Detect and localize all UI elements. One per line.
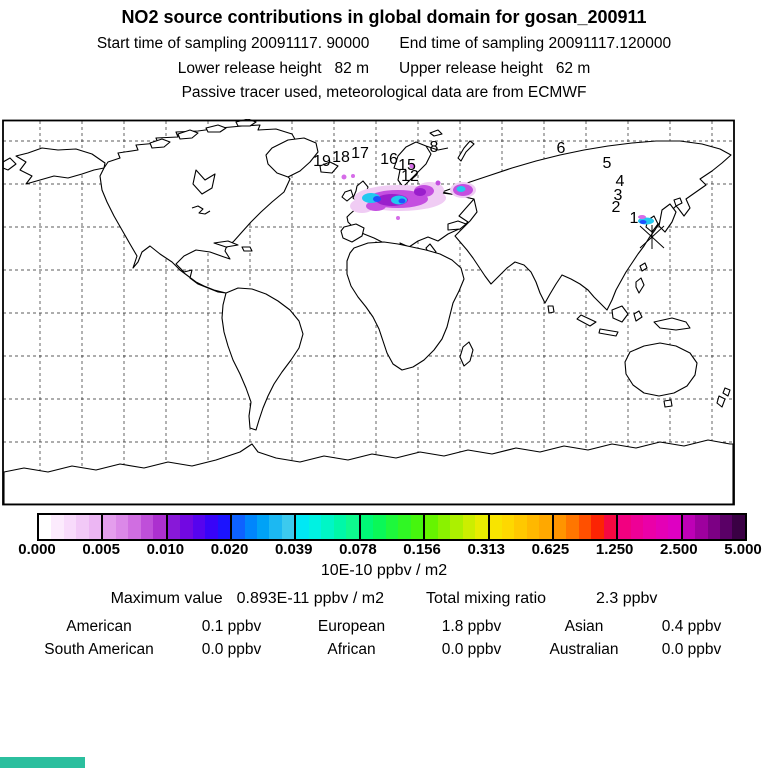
coast-south-america xyxy=(222,288,303,430)
colorbar-tick-0.020: 0.020 xyxy=(210,541,249,558)
source-number-3: 3 xyxy=(613,187,623,204)
colorbar-cell xyxy=(668,515,680,539)
colorbar-cell xyxy=(386,515,398,539)
source-number-17: 17 xyxy=(351,145,369,162)
colorbar-cell xyxy=(708,515,720,539)
colorbar-cell xyxy=(411,515,423,539)
total-mixing-ratio-label: Total mixing ratio xyxy=(425,590,547,607)
colorbar-cell xyxy=(103,515,115,539)
contribution-cell: 0.0 ppbv xyxy=(441,641,502,658)
end-time-text: End time of sampling 20091117.120000 xyxy=(399,35,672,52)
source-number-8: 8 xyxy=(429,139,439,156)
plume-korea-magenta xyxy=(638,215,646,219)
colorbar-cell xyxy=(475,515,487,539)
world-map-svg xyxy=(2,119,735,506)
colorbar-cell xyxy=(361,515,373,539)
colorbar-segment-4 xyxy=(294,515,358,539)
contributions-row-2 xyxy=(24,641,744,659)
colorbar-cell xyxy=(539,515,551,539)
colorbar-cell xyxy=(618,515,630,539)
plume-east-europe-cyan xyxy=(457,186,466,192)
colorbar-segment-9 xyxy=(616,515,680,539)
colorbar-cell xyxy=(720,515,732,539)
contribution-cell: 0.0 ppbv xyxy=(201,641,262,658)
colorbar-cell xyxy=(579,515,591,539)
colorbar-segment-5 xyxy=(359,515,423,539)
colorbar-segment-3 xyxy=(230,515,294,539)
colorbar-cell xyxy=(128,515,140,539)
colorbar-tick-labels xyxy=(0,541,768,561)
colorbar-cell xyxy=(232,515,244,539)
colorbar-tick-0.156: 0.156 xyxy=(403,541,441,558)
plume-korea-blue xyxy=(640,220,647,224)
colorbar-cell xyxy=(566,515,578,539)
colorbar-segment-7 xyxy=(488,515,552,539)
colorbar-cell xyxy=(631,515,643,539)
colorbar-cell xyxy=(398,515,410,539)
colorbar-cell xyxy=(269,515,281,539)
coast-north-america xyxy=(100,125,296,293)
contributions-row-1 xyxy=(24,618,744,636)
coast-asia xyxy=(442,141,731,310)
source-number-12: 12 xyxy=(401,168,419,185)
max-value: 0.893E-11 ppbv / m2 xyxy=(236,590,384,607)
colorbar-tick-2.500: 2.500 xyxy=(660,541,698,558)
contribution-cell: 0.0 ppbv xyxy=(661,641,722,658)
colorbar-cell xyxy=(116,515,128,539)
colorbar-cell xyxy=(373,515,385,539)
colorbar-cell xyxy=(309,515,321,539)
source-number-4: 4 xyxy=(615,173,625,190)
colorbar-cell xyxy=(64,515,76,539)
max-value-label: Maximum value xyxy=(110,590,223,607)
colorbar-cell xyxy=(450,515,462,539)
colorbar-cell xyxy=(695,515,707,539)
colorbar-tick-0.078: 0.078 xyxy=(339,541,377,558)
release-heights xyxy=(0,60,768,78)
coast-africa xyxy=(347,242,464,370)
colorbar-cell xyxy=(334,515,346,539)
colorbar-tick-0.010: 0.010 xyxy=(146,541,185,558)
colorbar-cell xyxy=(463,515,475,539)
contribution-cell: Australian xyxy=(549,641,619,658)
colorbar-segment-2 xyxy=(166,515,230,539)
colorbar-cell xyxy=(527,515,539,539)
colorbar-cell xyxy=(89,515,101,539)
contribution-cell: European xyxy=(317,618,386,635)
colorbar-cell xyxy=(346,515,358,539)
sampling-times xyxy=(0,35,768,53)
colorbar-units: 10E-10 ppbv / m2 xyxy=(320,562,448,579)
coast-new-guinea xyxy=(654,318,690,330)
contribution-cell: 0.4 ppbv xyxy=(661,618,722,635)
upper-release-text: Upper release height 62 m xyxy=(399,60,591,77)
lower-release-text: Lower release height 82 m xyxy=(177,60,369,77)
summary-stats-line xyxy=(0,590,768,608)
colorbar-cell xyxy=(168,515,180,539)
coast-alaska xyxy=(16,148,105,184)
colorbar-cell xyxy=(502,515,514,539)
colorbar-cell xyxy=(490,515,502,539)
tracer-note: Passive tracer used, meteorological data are from ECMWF xyxy=(181,84,587,101)
source-number-1: 1 xyxy=(629,210,639,227)
source-number-18: 18 xyxy=(332,149,350,166)
colorbar-tick-0.005: 0.005 xyxy=(82,541,120,558)
coast-madagascar xyxy=(460,342,473,366)
colorbar-cell xyxy=(604,515,616,539)
colorbar-cell xyxy=(321,515,333,539)
colorbar-cell xyxy=(683,515,695,539)
colorbar-cell xyxy=(153,515,165,539)
contribution-cell: 0.1 ppbv xyxy=(201,618,262,635)
colorbar-cell xyxy=(180,515,192,539)
source-number-6: 6 xyxy=(556,140,566,157)
page-title: NO2 source contributions in global domain for gosan_200911 xyxy=(121,7,647,27)
source-number-16: 16 xyxy=(380,151,398,168)
colorbar-cell xyxy=(218,515,230,539)
colorbar-cell xyxy=(296,515,308,539)
coast-ireland xyxy=(342,190,353,201)
colorbar-cell xyxy=(282,515,294,539)
colorbar xyxy=(37,513,747,541)
contribution-cell: American xyxy=(66,618,132,635)
source-number-15: 15 xyxy=(398,157,416,174)
colorbar-cell xyxy=(193,515,205,539)
plume-europe-blue xyxy=(373,196,381,202)
colorbar-segment-0 xyxy=(39,515,101,539)
colorbar-cell xyxy=(656,515,668,539)
colorbar-cell xyxy=(141,515,153,539)
colorbar-cell xyxy=(245,515,257,539)
colorbar-cell xyxy=(205,515,217,539)
colorbar-cell xyxy=(425,515,437,539)
colorbar-tick-0.625: 0.625 xyxy=(531,541,570,558)
colorbar-tick-5.000: 5.000 xyxy=(724,541,762,558)
colorbar-segment-10 xyxy=(681,515,745,539)
colorbar-cell xyxy=(51,515,63,539)
contribution-cell: African xyxy=(327,641,376,658)
colorbar-segment-6 xyxy=(423,515,487,539)
coast-antarctica xyxy=(4,440,733,504)
contribution-cell: 1.8 ppbv xyxy=(441,618,502,635)
bottom-accent-bar xyxy=(0,757,85,768)
colorbar-tick-0.000: 0.000 xyxy=(18,541,56,558)
coast-iberia xyxy=(341,224,364,242)
colorbar-cell xyxy=(438,515,450,539)
source-number-5: 5 xyxy=(602,155,612,172)
contribution-cell: South American xyxy=(44,641,154,658)
colorbar-cell xyxy=(257,515,269,539)
colorbar-tick-0.039: 0.039 xyxy=(274,541,313,558)
colorbar-cell xyxy=(554,515,566,539)
world-map xyxy=(2,119,735,506)
colorbar-segment-8 xyxy=(552,515,616,539)
coast-australia xyxy=(625,343,697,396)
colorbar-segment-1 xyxy=(101,515,165,539)
colorbar-tick-1.250: 1.250 xyxy=(595,541,634,558)
colorbar-cell xyxy=(591,515,603,539)
colorbar-cell xyxy=(643,515,655,539)
start-time-text: Start time of sampling 20091117. 90000 xyxy=(96,35,370,52)
total-mixing-ratio-value: 2.3 ppbv xyxy=(596,590,658,607)
colorbar-tick-0.313: 0.313 xyxy=(467,541,506,558)
contribution-cell: Asian xyxy=(564,618,604,635)
colorbar-cell xyxy=(514,515,526,539)
colorbar-cell xyxy=(39,515,51,539)
colorbar-cell xyxy=(76,515,88,539)
source-number-19: 19 xyxy=(313,153,331,170)
source-number-2: 2 xyxy=(611,199,621,216)
colorbar-cell xyxy=(732,515,744,539)
